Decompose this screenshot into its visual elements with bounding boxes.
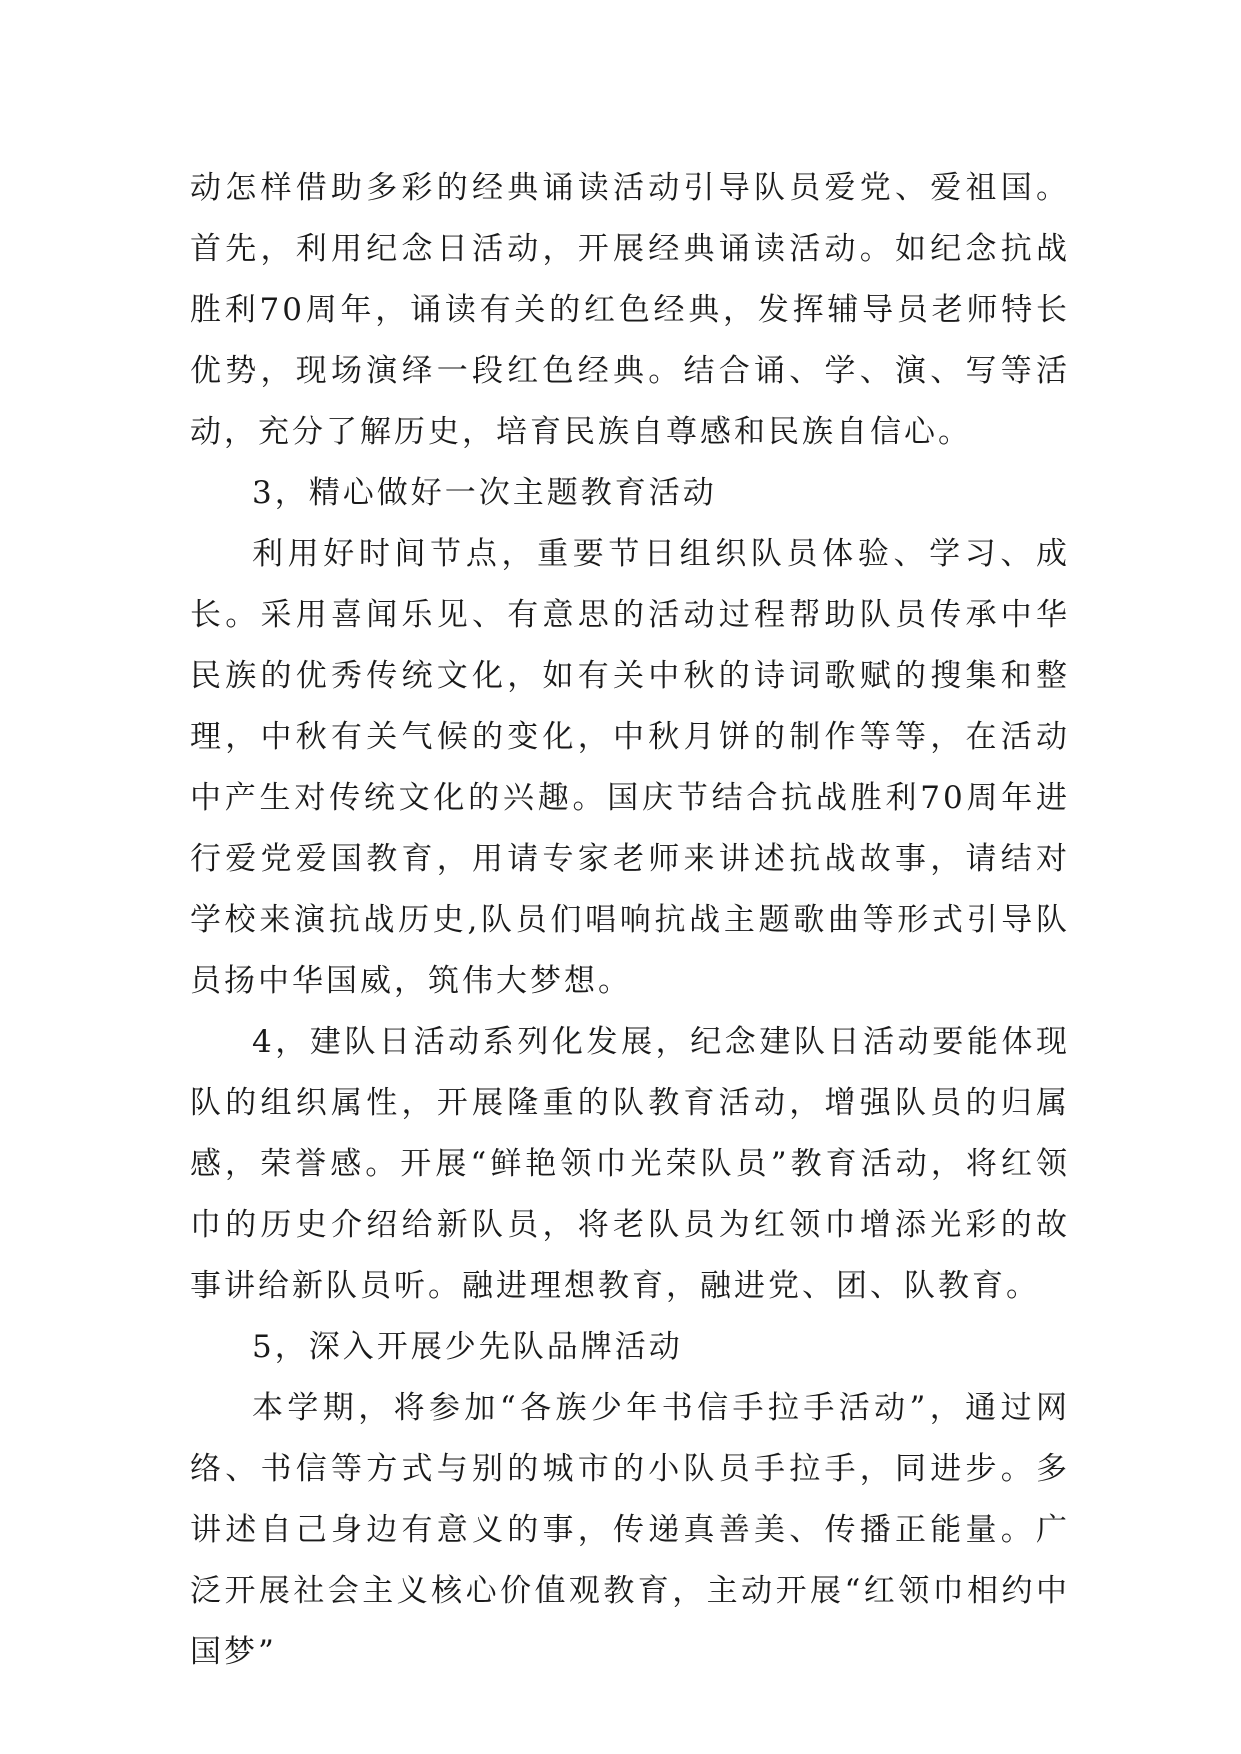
paragraph-letter-exchange: 本学期，将参加“各族少年书信手拉手活动”，通过网络、书信等方式与别的城市的小队员手拉手，同进步。多讲述自己身边有意义的事，传递真善美、传播正能量。广泛开展社会主义核心价值观教育，主动开展“红领巾相约中国梦” — [190, 1390, 1070, 1670]
paragraph-festival-activities: 利用好时间节点，重要节日组织队员体验、学习、成长。采用喜闻乐见、有意思的活动过程帮助队员传承中华民族的优秀传统文化，如有关中秋的诗词歌赋的搜集和整理，中秋有关气候的变化，中秋月饼的制作等等，在活动中产生对传统文化的兴趣。国庆节结合抗战胜利70周年进行爱党爱国教育，用请专家老师来讲述抗战故事，请结对学校来演抗战历史,队员们唱响抗战主题歌曲等形式引导队员扬中华国威，筑伟大梦想。 — [190, 536, 1070, 999]
document-body — [190, 158, 1070, 1683]
heading-brand-activities: 5，深入开展少先队品牌活动 — [252, 1329, 683, 1365]
paragraph-classic-reading: 动怎样借助多彩的经典诵读活动引导队员爱党、爱祖国。首先，利用纪念日活动，开展经典诵读活动。如纪念抗战胜利70周年，诵读有关的红色经典，发挥辅导员老师特长优势，现场演绎一段红色经典。结合诵、学、演、写等活动，充分了解历史，培育民族自尊感和民族自信心。 — [190, 170, 1070, 450]
paragraph-team-founding-day: 4，建队日活动系列化发展，纪念建队日活动要能体现队的组织属性，开展隆重的队教育活动，增强队员的归属感，荣誉感。开展“鲜艳领巾光荣队员”教育活动，将红领巾的历史介绍给新队员，将老队员为红领巾增添光彩的故事讲给新队员听。融进理想教育，融进党、团、队教育。 — [190, 1024, 1070, 1304]
heading-theme-education: 3，精心做好一次主题教育活动 — [252, 475, 717, 511]
